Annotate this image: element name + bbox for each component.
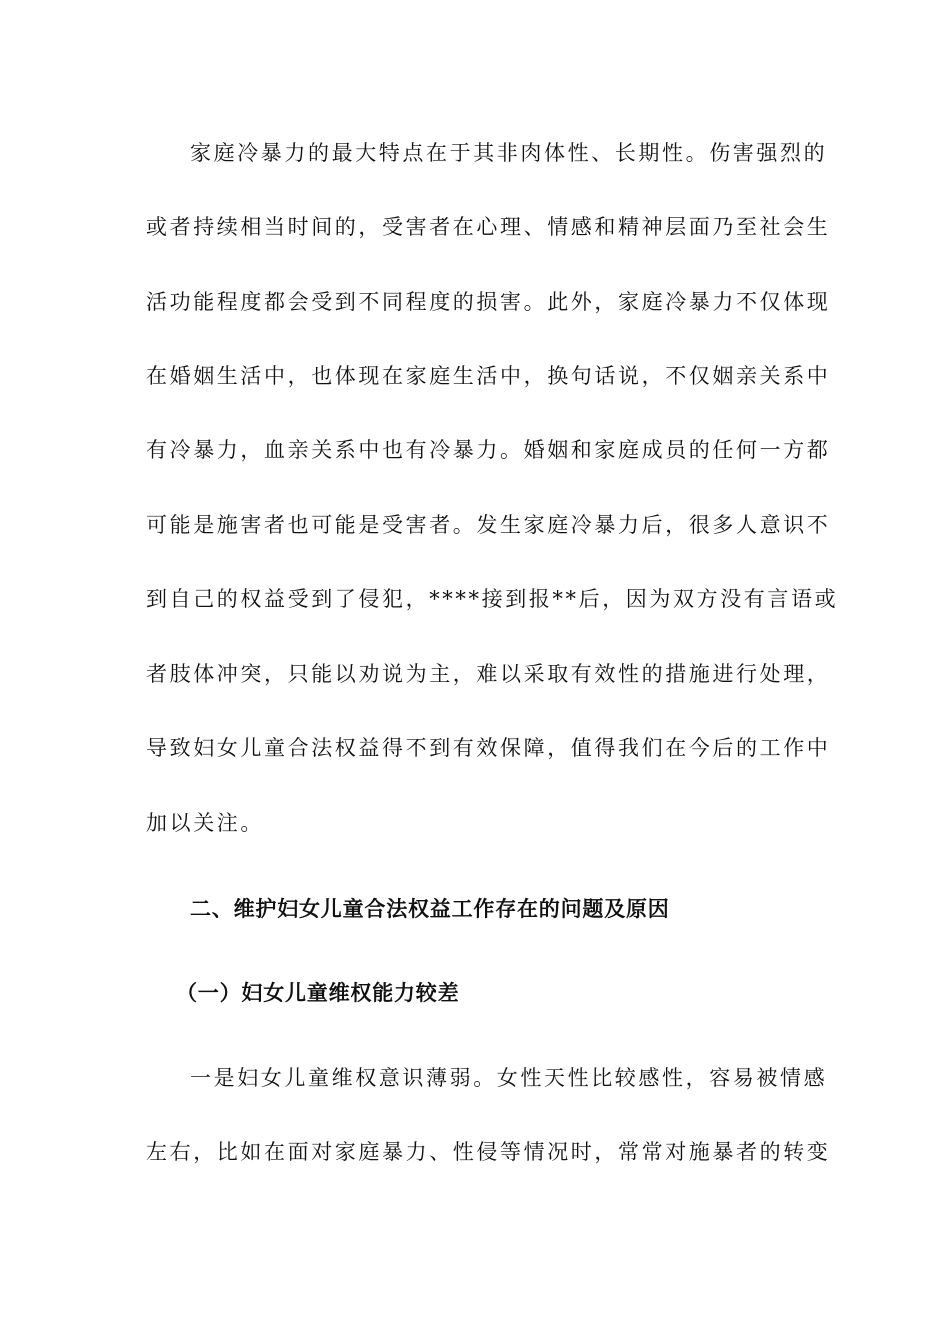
paragraph-1-line-5: 有冷暴力，血亲关系中也有冷暴力。婚姻和家庭成员的任何一方都 [146,438,831,462]
paragraph-1-line-1: 家庭冷暴力的最大特点在于其非肉体性、长期性。伤害强烈的 [190,141,828,165]
paragraph-1-line-9: 导致妇女儿童合法权益得不到有效保障，值得我们在今后的工作中 [146,736,831,760]
section-heading: 二、维护妇女儿童合法权益工作存在的问题及原因 [190,897,670,921]
paragraph-1-line-2: 或者持续相当时间的，受害者在心理、情感和精神层面乃至社会生 [146,215,831,239]
paragraph-2-line-2: 左右，比如在面对家庭暴力、性侵等情况时，常常对施暴者的转变 [146,1140,831,1164]
subsection-heading: （一）妇女儿童维权能力较差 [176,981,460,1005]
paragraph-1-line-7: 到自己的权益受到了侵犯，****接到报**后，因为双方没有言语或 [146,587,839,611]
paragraph-2-line-1: 一是妇女儿童维权意识薄弱。女性天性比较感性，容易被情感 [190,1066,828,1090]
paragraph-1-line-4: 在婚姻生活中，也体现在家庭生活中，换句话说，不仅姻亲关系中 [146,364,831,388]
paragraph-1-line-10: 加以关注。 [146,811,264,835]
paragraph-1-line-3: 活功能程度都会受到不同程度的损害。此外，家庭冷暴力不仅体现 [146,290,831,314]
paragraph-1-line-8: 者肢体冲突，只能以劝说为主，难以采取有效性的措施进行处理， [146,662,831,686]
paragraph-1-line-6: 可能是施害者也可能是受害者。发生家庭冷暴力后，很多人意识不 [146,513,831,537]
